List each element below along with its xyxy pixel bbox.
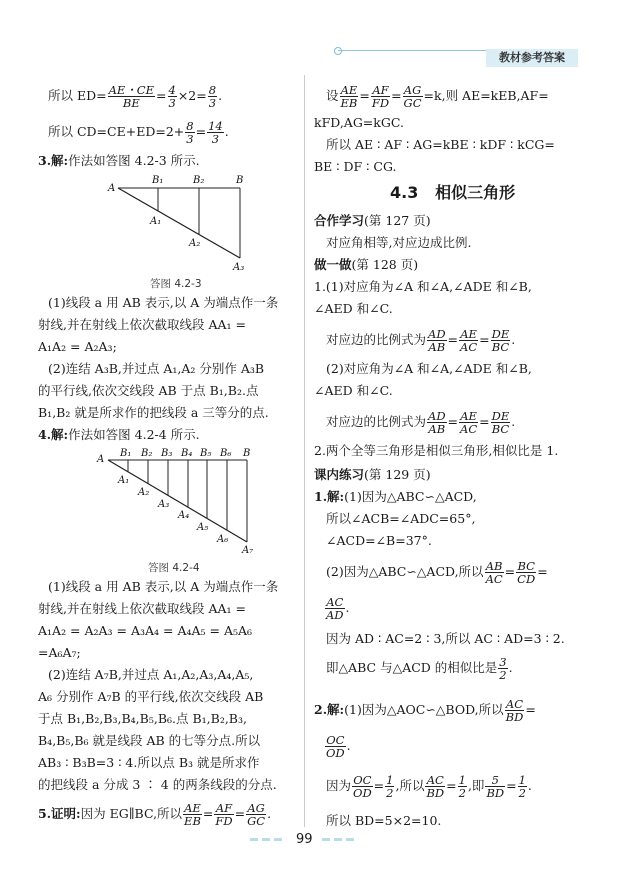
p3-line: 的平行线,依次交线段 AB 于点 B₁,B₂.点 (38, 383, 259, 398)
fig4-label-b3: B₃ (161, 448, 173, 459)
p4-line: (1)线段 a 用 AB 表示,以 A 为端点作一条 (48, 579, 279, 594)
fig4-label-a5: A₅ (197, 522, 209, 533)
fig4-label-a2: A₂ (138, 487, 150, 498)
page-number: 99 (296, 832, 313, 847)
figure-4-2-4 (92, 446, 272, 556)
p3-line: 射线,并在射线上依次截取线段 AA₁ = (38, 317, 246, 332)
e2a-proportion: 2.解:(1)因为△AOC∽△BOD,所以 $\frac{AC}{BD}$ = (314, 697, 536, 724)
t1c-proportion: 对应边的比例式为 $\frac{AD}{AB}$ = $\frac{AE}{AC}$ = $\frac{DE}{BC}$ . (326, 327, 516, 354)
p4-line: AB₃ ∶ B₃B=3 ∶ 4.所以点 B₃ 就是所求作 (38, 755, 260, 770)
t1f-proportion: 对应边的比例式为 $\frac{AD}{AB}$ = $\frac{AE}{AC}$ = $\frac{DE}{BC}$ . (326, 409, 516, 436)
footer-dash (262, 838, 270, 841)
e1f-line: 因为 AD ∶ AC=2 ∶ 3,所以 AC ∶ AD=3 ∶ 2. (326, 631, 565, 646)
coop-heading: 合作学习(第 127 页) (314, 213, 431, 228)
fig4-label-a3: A₃ (158, 499, 170, 510)
fig4-ray (108, 460, 247, 542)
fig3-label-b2: B₂ (193, 175, 205, 186)
ed-equation: 所以 ED= $\frac{AE・CE}{BE}$ = $\frac{4}{3}$ ×2= $\frac{8}{3}$ . (48, 83, 223, 110)
r2-line: kFD,AG=kGC. (314, 115, 404, 130)
p3-line: (2)连结 A₃B,并过点 A₁,A₂ 分别作 A₃B (48, 361, 265, 376)
fig4-label-b4: B₄ (181, 448, 193, 459)
cd-equation: 所以 CD=CE+ED=2+ $\frac{8}{3}$ = $\frac{14}{3}$ . (48, 119, 229, 146)
footer-dash (346, 838, 354, 841)
fig4-label-b6: B₆ (220, 448, 232, 459)
fig4-label-a7: A₇ (242, 545, 254, 556)
e1a-line: 1.解:(1)因为△ABC∽△ACD, (314, 489, 477, 504)
e1g-line: 即△ABC 与△ACD 的相似比是 $\frac{3}{2}$ . (326, 655, 513, 682)
e2c-equation: 因为 $\frac{OC}{OD}$ = $\frac{1}{2}$ ,所以 $\frac{AC}{BD}$ = $\frac{1}{2}$ ,即 $\frac{5}{BD}$ = $\frac{1}{2}$ . (326, 773, 532, 800)
ratio-k-line: 设 $\frac{AE}{EB}$ = $\frac{AF}{FD}$ = $\frac{AG}{GC}$ =k,则 AE=kEB,AF= (326, 83, 549, 110)
header-label: 教材参考答案 (486, 49, 578, 67)
p4-line: 的把线段 a 分成 3 ∶ 4 的两条线段的分点. (38, 777, 277, 792)
r3-line: 所以 AE ∶ AF ∶ AG=kBE ∶ kDF ∶ kCG= (326, 137, 555, 152)
p3-line: A₁A₂ = A₂A₃; (38, 339, 117, 354)
problem-4-heading: 4.解:作法如答图 4.2-4 所示. (38, 427, 200, 442)
problem-5: 5.证明:因为 EG∥BC,所以 $\frac{AE}{EB}$ = $\frac{AF}{FD}$ = $\frac{AG}{GC}$ . (38, 801, 272, 828)
p3-line: B₁,B₂ 就是所求作的把线段 a 三等分的点. (38, 405, 269, 420)
r4-line: BE ∶ DF ∶ CG. (314, 159, 397, 174)
e1b-line: 所以∠ACB=∠ADC=65°, (326, 511, 476, 526)
exercise-heading: 课内练习(第 129 页) (314, 467, 431, 482)
fig4-label-a6: A₆ (217, 534, 229, 545)
fig3-label-a2: A₂ (189, 238, 201, 249)
p4-line: 射线,并在射线上依次截取线段 AA₁ = (38, 601, 246, 616)
fig4-label-a: A (97, 454, 105, 465)
fig3-label-b: B (236, 175, 244, 186)
fig3-label-b1: B₁ (152, 175, 164, 186)
fig3-ray (118, 188, 240, 258)
p4-line: =A₆A₇; (38, 645, 81, 660)
p4-line: A₆ 分别作 A₇B 的平行线,依次交线段 AB (38, 689, 264, 704)
t1b-line: ∠AED 和∠C. (314, 301, 393, 316)
coop-text: 对应角相等,对应边成比例. (326, 235, 472, 250)
fig4-label-b1: B₁ (120, 448, 132, 459)
t1e-line: ∠AED 和∠C. (314, 383, 393, 398)
fig3-label-a3: A₃ (233, 262, 245, 272)
e1e-fraction: $\frac{AC}{AD}$ . (326, 595, 350, 622)
section-title: 4.3 相似三角形 (390, 183, 516, 202)
t2-line: 2.两个全等三角形是相似三角形,相似比是 1. (314, 443, 559, 458)
p4-line: B₄,B₅,B₆ 就是线段 AB 的七等分点.所以 (38, 733, 261, 748)
fig4-label-a1: A₁ (118, 475, 130, 486)
footer-dash (250, 838, 258, 841)
p3-line: (1)线段 a 用 AB 表示,以 A 为端点作一条 (48, 295, 279, 310)
p4-line: 于点 B₁,B₂,B₃,B₄,B₅,B₆.点 B₁,B₂,B₃, (38, 711, 247, 726)
e1c-line: ∠ACD=∠B=37°. (326, 533, 432, 548)
fig3-label-a1: A₁ (150, 216, 162, 227)
e2b-fraction: $\frac{OC}{OD}$ . (326, 733, 351, 760)
e1d-proportion: (2)因为△ABC∽△ACD,所以 $\frac{AB}{AC}$ = $\frac{BC}{CD}$ = (326, 559, 548, 586)
try-heading: 做一做(第 128 页) (314, 257, 419, 272)
figure-4-2-3 (100, 172, 260, 272)
figure-4-2-4-caption: 答图 4.2-4 (148, 562, 200, 574)
fig4-label-a4: A₄ (178, 510, 190, 521)
footer-dash (274, 838, 282, 841)
p4-line: A₁A₂ = A₂A₃ = A₃A₄ = A₄A₅ = A₅A₆ (38, 623, 253, 638)
fig4-label-b5: B₅ (200, 448, 212, 459)
footer-dash (322, 838, 330, 841)
fig3-label-a: A (108, 183, 116, 194)
header-dot-icon (334, 47, 342, 55)
fig4-label-b: B (243, 448, 251, 459)
fig4-label-b2: B₂ (141, 448, 153, 459)
t1d-line: (2)对应角为∠A 和∠A,∠ADE 和∠B, (326, 361, 532, 376)
t1a-line: 1.(1)对应角为∠A 和∠A,∠ADE 和∠B, (314, 279, 532, 294)
column-divider (304, 75, 305, 827)
e2d-line: 所以 BD=5×2=10. (326, 813, 442, 828)
p4-line: (2)连结 A₇B,并过点 A₁,A₂,A₃,A₄,A₅, (48, 667, 254, 682)
problem-3-heading: 3.解:作法如答图 4.2-3 所示. (38, 153, 200, 168)
figure-4-2-3-caption: 答图 4.2-3 (150, 278, 202, 290)
footer-dash (334, 838, 342, 841)
